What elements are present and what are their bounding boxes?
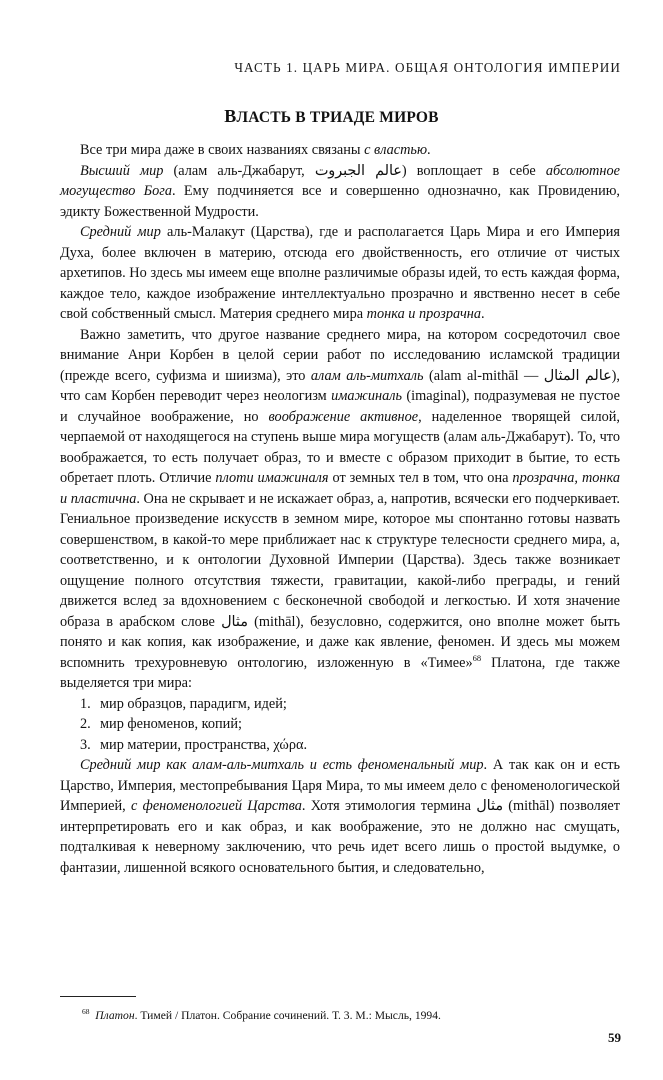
text-run: (alam al-mithāl — [423, 367, 544, 384]
italic-run: Средний мир как алам-аль-митхаль и есть феноменальный мир [80, 757, 484, 773]
italic-run: имажиналь [331, 388, 402, 404]
footnote-divider [60, 996, 136, 997]
italic-run: Высший мир [80, 162, 164, 179]
paragraph-2 [60, 161, 620, 223]
text-run: (mithāl) позволяет интерпретировать его и как образ, и как воображение, это не должно нас смущать, подталкивая к неверному заключению, что речь идет всего лишь о простой выдумке, о фантазии, лишенной всякого основательного бытия, и следовательно, [60, 798, 620, 876]
text-run: Все три мира даже в своих названиях связаны [80, 142, 365, 158]
text-run: . Она не скрывает и не искажает образ, а, напротив, всячески его подчеркивает. Гениальное произведение искусств в земном мире, которое мы спонтанно готовы назвать совершенством, в какой-то мере приближает нас к структуре телесности среднего мира, а, соответственно, и к онтологии Духовной Империи (Царства). Здесь также возникает ощущение полного отсутствия тяжести, гравитации, какой-либо преграды, и гений движется вслед за вдохновением с бесконечной свободой и легкостью. И хотя значение образа в арабском слове [60, 490, 620, 630]
arabic-term: عالم الجبروت [314, 162, 402, 179]
paragraph-5 [60, 755, 620, 878]
worlds-list [60, 694, 620, 756]
text-run: , наделенное творящей силой, черпаемой от находящегося на ступень выше мира могуществ (алам аль-Джабарут). То, что воображается, то есть получает образ, то и вместе с образом приходит в бытие, то есть обретает плоть. Отличие [60, 408, 620, 486]
italic-run: Средний мир [80, 224, 161, 240]
text-run: . Хотя этимология термина [301, 798, 477, 814]
list-item-text: мир образцов, парадигм, идей; [100, 695, 287, 712]
text-run: ), что сам Корбен переводит через неологизм [60, 367, 621, 404]
italic-run: воображение активное [268, 408, 419, 425]
italic-run: с феноменологией Царства [131, 798, 302, 814]
footnote-author: Платон [95, 1009, 135, 1022]
list-item-number: 2. [80, 716, 91, 732]
running-head: ЧАСТЬ 1. ЦАРЬ МИРА. ОБЩАЯ ОНТОЛОГИЯ ИМПЕРИИ [234, 60, 621, 75]
footnote-number: 68 [82, 1007, 90, 1017]
italic-run: с властью [364, 142, 428, 158]
text-run: от земных тел в том, что она [328, 470, 513, 486]
list-item-number: 3. [80, 736, 91, 753]
italic-run: алам аль-митхаль [310, 367, 424, 384]
text-run: (imaginal), подразумевая не пустое и случайное воображение, но [60, 388, 620, 425]
list-item-number: 1. [80, 695, 91, 712]
text-run: . Ему подчиняется все и совершенно однозначно, как Провидению, эдикту Божественной Мудрости. [60, 183, 620, 220]
body-text [60, 140, 620, 878]
list-item [80, 714, 620, 735]
list-item-text: мир материи, пространства, χώρα. [100, 736, 308, 753]
arabic-term: عالم المثال [543, 367, 612, 384]
italic-run: прозрачна, тонка и пластична [60, 470, 621, 507]
list-item-text: мир феноменов, копий; [100, 716, 242, 732]
text-run: . А так как он и есть Царство, Империя, местопребывания Царя Мира, то мы имеем дело с феноменологической Империей, [60, 757, 620, 814]
italic-run: тонка и прозрачна [366, 306, 482, 322]
italic-run: плоти имажиналя [215, 470, 329, 486]
text-run: Важно заметить, что другое название среднего мира, на котором сосредоточил свое внимание Анри Корбен в целой серии работ по исследованию исламской традиции (прежде всего, суфизма и шиизма), это [60, 326, 620, 384]
section-title-rest: ЛАСТЬ В ТРИАДЕ МИРОВ [236, 109, 439, 126]
footnote-ref[interactable]: 68 [472, 652, 482, 663]
paragraph-3 [60, 222, 620, 325]
section-title-initial: В [224, 106, 237, 126]
text-run: ) воплощает в себе [401, 162, 546, 179]
text-run: . [481, 306, 485, 322]
text-run: Платона, где также выделяется три мира: [60, 654, 620, 691]
section-title [0, 106, 663, 127]
list-item [80, 735, 620, 756]
text-run: аль-Малакут (Царства), где и располагается Царь Мира и его Империя Духа, более включен в материю, отсюда его двойственность, его отличие от чистых архетипов. Но здесь мы имеем еще вполне различимые образы идей, то есть каждая форма, каждое тело, каждое изображение интеллектуально прозрачно и явственно несет в себе свой собственный смысл. Материя среднего мира [60, 224, 620, 322]
paragraph-4 [60, 325, 620, 694]
arabic-term: مثال [476, 798, 503, 814]
footnote [82, 1008, 441, 1023]
text-run: (алам аль-Джабарут, [163, 162, 315, 179]
arabic-term: مثال [221, 613, 248, 630]
list-item [80, 694, 620, 715]
paragraph-1 [60, 140, 620, 161]
italic-run: абсолютное могущество Бога [60, 162, 620, 199]
page-number: 59 [608, 1030, 621, 1045]
footnote-text: . Тимей / Платон. Собрание сочинений. Т. 3. М.: Мысль, 1994. [134, 1009, 441, 1022]
text-run: (mithāl), безусловно, содержится, оно вполне может быть понято и как копия, как изображение, и даже как явление, феномен. И здесь мы можем вспомнить трехуровневую онтологию, изложенную в «Тимее» [60, 613, 620, 671]
text-run: . [427, 142, 431, 158]
